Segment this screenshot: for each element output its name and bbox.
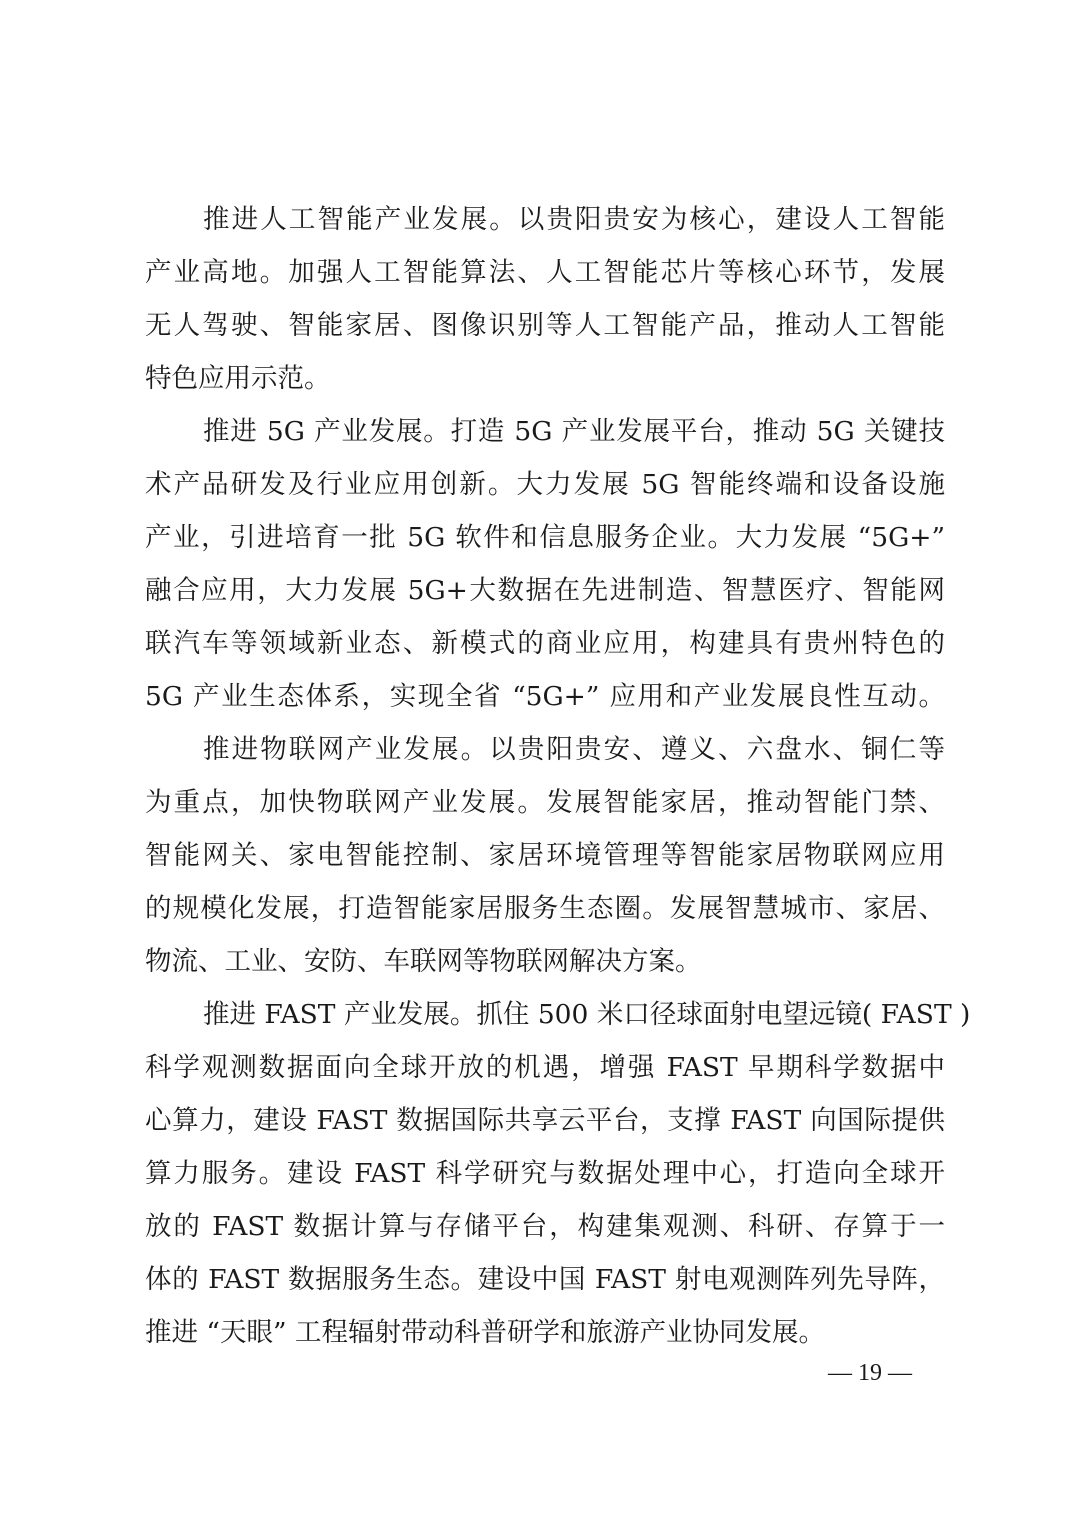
text-line: 放的 FAST 数据计算与存储平台，构建集观测、科研、存算于一	[145, 1211, 945, 1242]
text-line: 推进人工智能产业发展。以贵阳贵安为核心，建设人工智能	[203, 204, 945, 235]
text-line: 特色应用示范。	[145, 363, 331, 394]
text-line: 联汽车等领域新业态、新模式的商业应用，构建具有贵州特色的	[145, 628, 945, 659]
text-line: 体的 FAST 数据服务生态。建设中国 FAST 射电观测阵列先导阵，	[145, 1264, 945, 1295]
text-line: 术产品研发及行业应用创新。大力发展 5G 智能终端和设备设施	[145, 469, 945, 500]
text-line: 产业高地。加强人工智能算法、人工智能芯片等核心环节，发展	[145, 257, 945, 288]
text-line: 5G 产业生态体系，实现全省 “5G+” 应用和产业发展良性互动。	[145, 681, 945, 712]
text-line: 推进物联网产业发展。以贵阳贵安、遵义、六盘水、铜仁等	[203, 734, 945, 765]
text-line: 产业，引进培育一批 5G 软件和信息服务企业。大力发展 “5G+”	[145, 522, 945, 553]
text-line: 无人驾驶、智能家居、图像识别等人工智能产品，推动人工智能	[145, 310, 945, 341]
text-line: 物流、工业、安防、车联网等物联网解决方案。	[145, 946, 702, 977]
text-line: 的规模化发展，打造智能家居服务生态圈。发展智慧城市、家居、	[145, 893, 945, 924]
text-line: 融合应用，大力发展 5G+大数据在先进制造、智慧医疗、智能网	[145, 575, 945, 606]
page-number: — 19 —	[828, 1360, 912, 1386]
text-line: 心算力，建设 FAST 数据国际共享云平台，支撑 FAST 向国际提供	[145, 1105, 945, 1136]
text-line: 推进 FAST 产业发展。抓住 500 米口径球面射电望远镜( FAST )	[203, 999, 971, 1030]
text-line: 推进 “天眼” 工程辐射带动科普研学和旅游产业协同发展。	[145, 1317, 825, 1348]
text-line: 为重点，加快物联网产业发展。发展智能家居，推动智能门禁、	[145, 787, 945, 818]
text-line: 智能网关、家电智能控制、家居环境管理等智能家居物联网应用	[145, 840, 945, 871]
text-line: 推进 5G 产业发展。打造 5G 产业发展平台，推动 5G 关键技	[203, 416, 945, 447]
text-line: 科学观测数据面向全球开放的机遇，增强 FAST 早期科学数据中	[145, 1052, 945, 1083]
text-line: 算力服务。建设 FAST 科学研究与数据处理中心，打造向全球开	[145, 1158, 945, 1189]
